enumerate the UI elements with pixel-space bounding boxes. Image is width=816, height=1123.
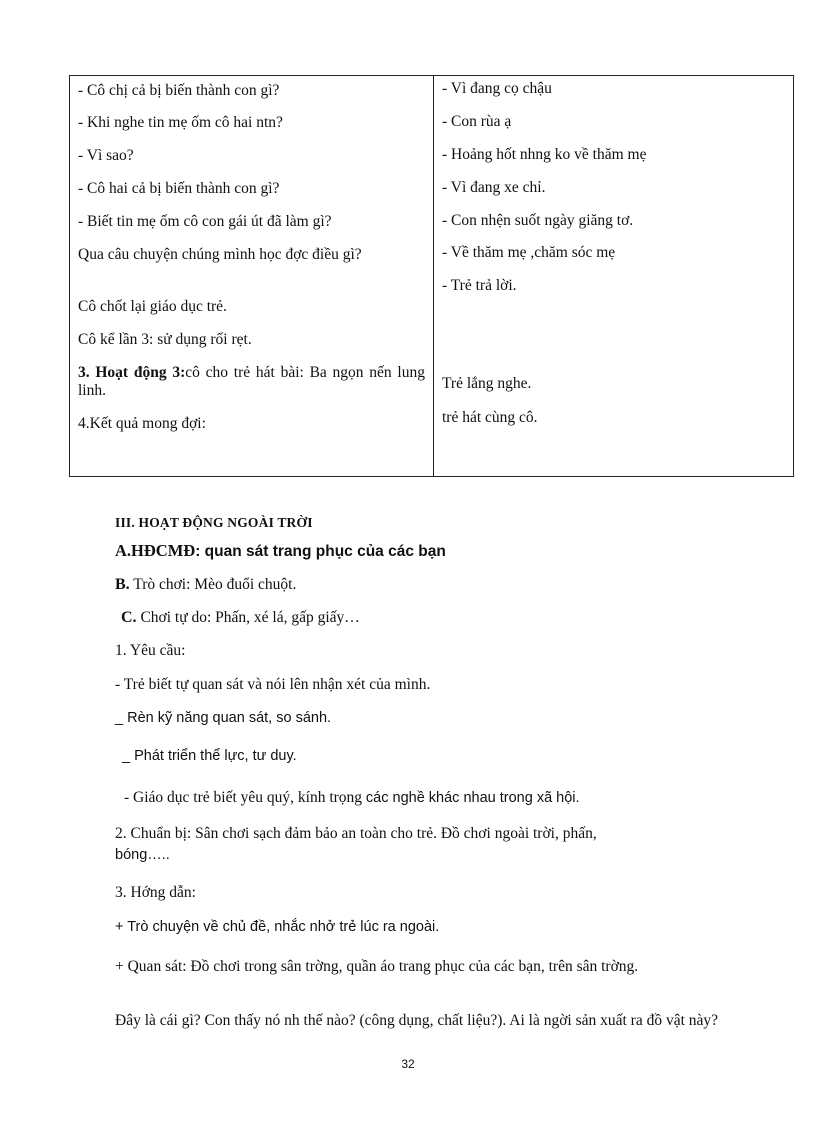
item-c-label: C. — [121, 609, 137, 626]
question-line: Qua câu chuyện chúng mình học đợc điều gì? — [78, 246, 362, 263]
answer-line: - Vì đang cọ chậu — [442, 80, 552, 97]
answer-line: - Con rùa ạ — [442, 113, 512, 130]
requirement-4-text: - Giáo dục trẻ biết yêu quý, kính trọng — [124, 789, 366, 806]
guide-step-1: + Trò chuyện về chủ đề, nhắc nhở trẻ lúc ra ngoài. — [115, 919, 440, 935]
requirement-2: _ Rèn kỹ năng quan sát, so sánh. — [115, 710, 332, 726]
teacher-note: Cô chốt lại giáo dục trẻ. — [78, 298, 227, 315]
item-c — [121, 609, 746, 627]
guide-title: 3. Hớng dẫn: — [115, 884, 196, 901]
requirement-4-text-sans: các nghề khác nhau trong xã hội. — [365, 790, 580, 806]
activity-3-line — [78, 364, 425, 400]
preparation-line-2: bóng….. — [115, 847, 170, 863]
expected-result: 4.Kết quả mong đợi: — [78, 415, 206, 432]
question-line: - Cô hai cả bị biến thành con gì? — [78, 180, 280, 197]
activity-table — [69, 75, 794, 477]
answer-line: Trẻ lắng nghe. — [442, 375, 532, 392]
requirement-1: - Trẻ biết tự quan sát và nói lên nhận xét của mình. — [115, 676, 431, 693]
question-line: - Vì sao? — [78, 147, 134, 164]
item-b — [115, 576, 746, 594]
teacher-note: Cô kể lần 3: sử dụng rối rẹt. — [78, 331, 252, 348]
guide-step-3: Đây là cái gì? Con thấy nó nh thế nào? (công dụng, chất liệu?). Ai là ngời sản xuất ra đồ vật này? — [115, 1012, 719, 1029]
answer-line: trẻ hát cùng cô. — [442, 409, 538, 426]
item-c-text: Chơi tự do: Phấn, xé lá, gấp giấy… — [136, 609, 360, 626]
guide-step-2: + Quan sát: Đồ chơi trong sân trờng, quần áo trang phục của các bạn, trên sân trờng. — [115, 958, 639, 975]
answer-line: - Về thăm mẹ ,chăm sóc mẹ — [442, 244, 616, 261]
question-line: - Khi nghe tin mẹ ốm cô hai ntn? — [78, 114, 283, 131]
question-line: - Cô chị cả bị biến thành con gì? — [78, 82, 280, 99]
section-title: III. HOẠT ĐỘNG NGOÀI TRỜI — [115, 515, 313, 530]
activity-3-label: 3. Hoạt động 3: — [78, 364, 186, 381]
requirements-title: 1. Yêu cầu: — [115, 642, 186, 659]
activity-3-text: cô cho trẻ hát bài: Ba ngọn nến lung linh. — [78, 364, 425, 399]
requirement-3: _ Phát triển thể lực, tư duy. — [122, 748, 297, 764]
item-a-label: A.HĐCMĐ — [115, 541, 196, 560]
teacher-column — [70, 76, 434, 476]
answer-line: - Vì đang xe chỉ. — [442, 179, 546, 196]
item-a-text: : quan sát trang phục của các bạn — [195, 543, 446, 560]
children-column — [434, 76, 793, 476]
question-line: - Biết tin mẹ ốm cô con gái út đã làm gì? — [78, 213, 332, 230]
preparation-line: 2. Chuẩn bị: Sân chơi sạch đảm bảo an toàn cho trẻ. Đồ chơi ngoài trời, phấn, — [115, 825, 597, 842]
answer-line: - Trẻ trả lời. — [442, 277, 517, 294]
answer-line: - Con nhện suốt ngày giăng tơ. — [442, 212, 634, 229]
page-number: 32 — [401, 1057, 415, 1071]
answer-line: - Hoảng hốt nhng ko về thăm mẹ — [442, 146, 647, 163]
item-b-text: Trò chơi: Mèo đuổi chuột. — [129, 576, 297, 593]
item-a — [115, 542, 746, 561]
requirement-4 — [124, 789, 746, 807]
item-b-label: B. — [115, 576, 130, 593]
